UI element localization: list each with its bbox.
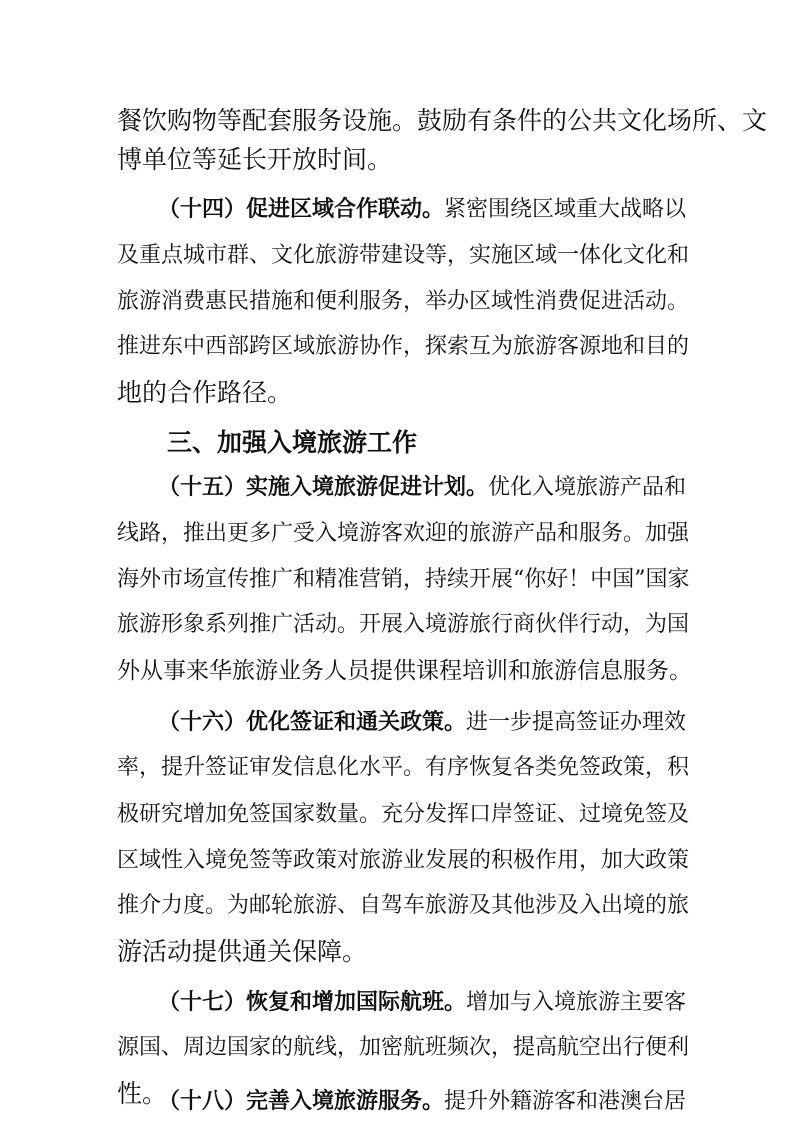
text-line-2 [0,140,793,180]
text-line-6 [0,327,793,367]
section-14-line [0,190,793,230]
section-16-title: （十六）优化签证和通关政策。 [158,710,467,735]
section-15-line [0,468,793,508]
section-heading: 三、加强入境旅游工作 [167,428,418,457]
line-text: 源国、周边国家的航线，加密航班频次，提高航空出行便利 [117,1035,690,1060]
line-text: 旅游形象系列推广活动。开展入境游旅行商伙伴行动，为国 [117,612,690,637]
line-text: 游活动提供通关保障。 [117,937,368,966]
line-text: 性。 [117,1079,168,1108]
line-text: 旅游消费惠民措施和便利服务，举办区域性消费促进活动。 [117,289,690,314]
text-line-7 [0,373,793,413]
section-14-title: （十四）促进区域合作联动。 [158,197,445,222]
line-text: 紧密围绕区域重大战略以 [444,197,687,222]
text-line-12 [0,605,793,645]
text-line-5 [0,282,793,322]
text-line-15 [0,748,793,788]
line-text: 博单位等延长开放时间。 [117,145,393,174]
line-text: 极研究增加免签国家数量。充分发挥口岸签证、过境免签及 [117,802,690,827]
line-text: 餐饮购物等配套服务设施。鼓励有条件的公共文化场所、文 [117,106,768,135]
text-line-19 [0,932,793,972]
line-text: 优化入境旅游产品和 [488,475,687,500]
section-17-title: （十七）恢复和增加国际航班。 [158,990,467,1015]
text-line-16 [0,795,793,835]
line-text: 推进东中西部跨区域旅游协作，探索互为旅游客源地和目的 [117,334,690,359]
line-text: 海外市场宣传推广和精准营销，持续开展“你好！中国”国家 [117,567,690,592]
line-text: 地的合作路径。 [117,378,293,407]
text-line-11 [0,560,793,600]
text-line-10 [0,514,793,554]
line-text: 提升外籍游客和港澳台居 [444,1089,687,1114]
text-line-17 [0,841,793,881]
line-text: 推介力度。为邮轮旅游、自驾车旅游及其他涉及入出境的旅 [117,893,690,918]
text-line-18 [0,886,793,926]
section-17-line [0,983,793,1023]
line-text: 率，提升签证审发信息化水平。有序恢复各类免签政策，积 [117,755,690,780]
line-text: 区域性入境免签等政策对旅游业发展的积极作用，加大政策 [117,848,690,873]
text-line-21 [0,1028,793,1068]
section-18-line [0,1082,793,1122]
line-text: 进一步提高签证办理效 [466,710,687,735]
line-text: 线路，推出更多广受入境游客欢迎的旅游产品和服务。加强 [117,521,690,546]
text-line-4 [0,236,793,276]
section-15-title: （十五）实施入境旅游促进计划。 [158,475,489,500]
text-line-1 [0,101,793,141]
section-heading-3 [0,423,793,463]
line-text: 增加与入境旅游主要客 [466,990,687,1015]
section-16-line [0,703,793,743]
text-line-13 [0,651,793,691]
line-text: 外从事来华旅游业务人员提供课程培训和旅游信息服务。 [117,658,692,684]
section-18-title: （十八）完善入境旅游服务。 [158,1089,445,1114]
line-text: 及重点城市群、文化旅游带建设等，实施区域一体化文化和 [117,243,690,268]
